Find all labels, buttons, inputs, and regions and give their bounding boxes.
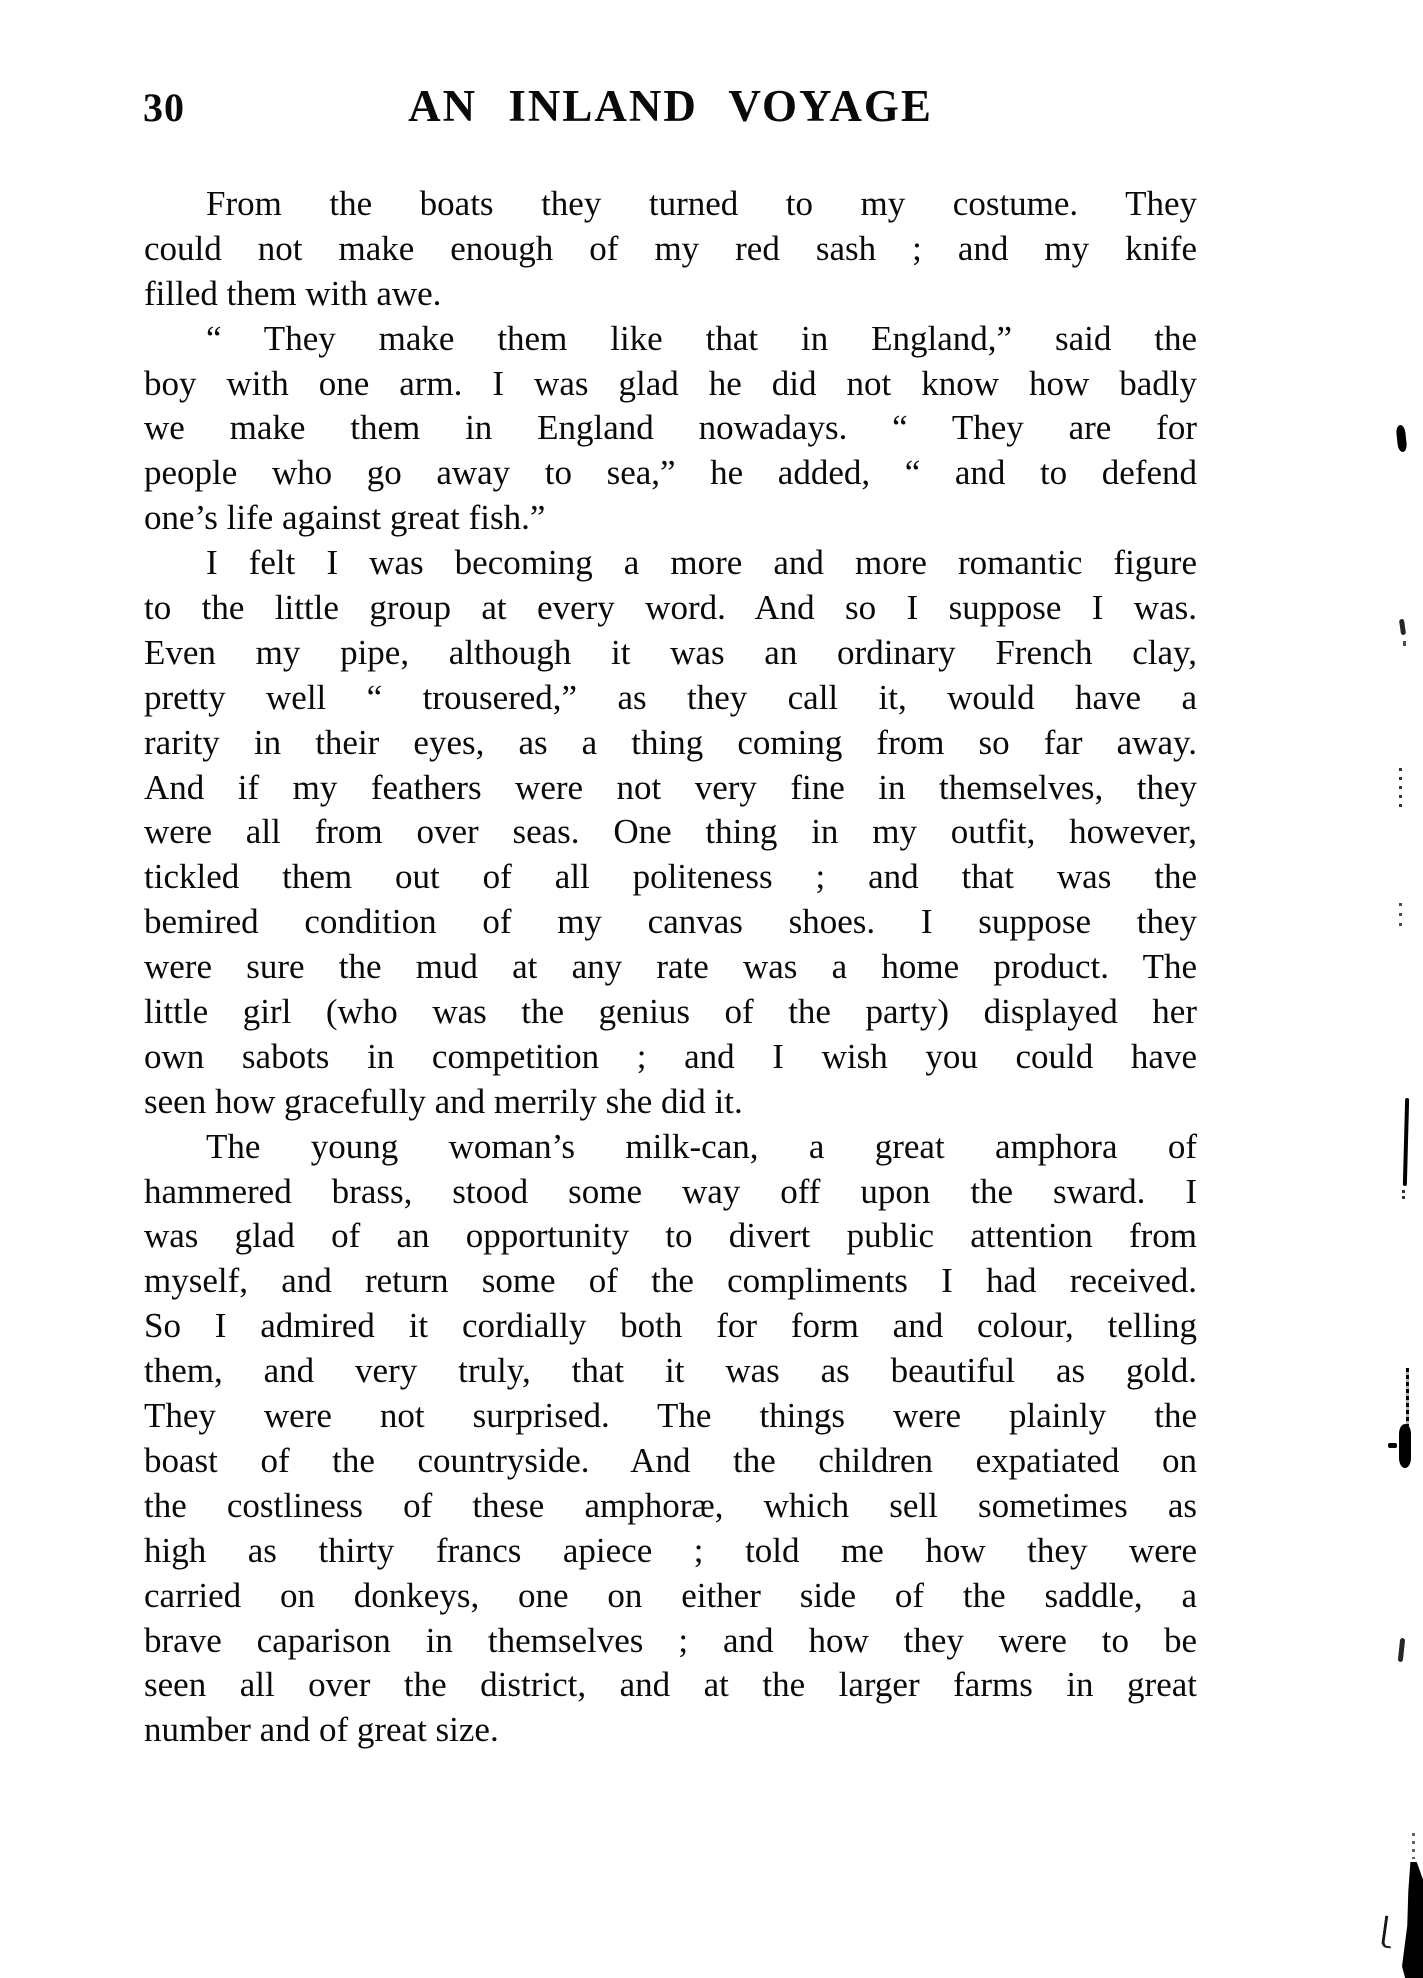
text-line-p3-8: tickled them out of all politeness ; and that was the: [144, 857, 1197, 897]
page-number: 30: [143, 85, 185, 130]
running-title: AN INLAND VOYAGE: [408, 81, 933, 131]
text-line-p3-6: And if my feathers were not very fine in themselves, they: [144, 767, 1197, 807]
text-line-p3-3: Even my pipe, although it was an ordinary French clay,: [144, 632, 1197, 672]
text-line-p3-7: were all from over seas. One thing in my outfit, however,: [144, 812, 1197, 852]
text-line-p3-10: were sure the mud at any rate was a home product. The: [144, 947, 1197, 987]
text-line-p4-14: number and of great size.: [144, 1710, 499, 1750]
ink-curl-7: [1398, 1638, 1405, 1662]
text-line-p3-2: to the little group at every word. And so I suppose I was.: [144, 588, 1197, 628]
text-line-p2-1: “ They make them like that in England,” said the: [206, 318, 1197, 358]
ink-blot-6: [1399, 1424, 1411, 1468]
text-line-p1-3: filled them with awe.: [144, 273, 442, 313]
ink-stroke-5-dots: [1402, 1190, 1405, 1200]
ink-mark-1: [1396, 425, 1408, 453]
text-line-p4-2: hammered brass, stood some way off upon the sward. I: [144, 1171, 1197, 1211]
text-line-p4-1: The young woman’s milk-can, a great amphora of: [206, 1126, 1197, 1166]
text-line-p1-1: From the boats they turned to my costume. They: [206, 184, 1197, 223]
text-line-p4-3: was glad of an opportunity to divert public attention from: [144, 1216, 1197, 1256]
text-line-p2-3: we make them in England nowadays. “ They are for: [144, 408, 1197, 448]
ink-dots-4: [1399, 903, 1402, 929]
ink-blot-6-dash: [1388, 1443, 1397, 1448]
page-corner-ink-squiggle: [1381, 1915, 1395, 1948]
ink-stroke-5: [1403, 1098, 1409, 1186]
text-line-p4-11: carried on donkeys, one on either side of the saddle, a: [144, 1575, 1197, 1615]
text-line-p4-5: So I admired it cordially both for form and colour, telling: [144, 1306, 1197, 1346]
ink-mark-2-dot: [1403, 641, 1406, 646]
text-line-p4-6: them, and very truly, that it was as beautiful as gold.: [144, 1351, 1197, 1391]
text-line-p4-10: high as thirty francs apiece ; told me how they were: [144, 1530, 1197, 1570]
text-line-p3-5: rarity in their eyes, as a thing coming from so far away.: [144, 722, 1197, 762]
text-line-p4-7: They were not surprised. The things were plainly the: [144, 1396, 1197, 1436]
text-line-p4-9: the costliness of these amphoræ, which sell sometimes as: [144, 1485, 1197, 1525]
text-line-p4-4: myself, and return some of the compliments I had received.: [144, 1261, 1197, 1301]
text-line-p3-4: pretty well “ trousered,” as they call it, would have a: [144, 677, 1197, 717]
body-text: [144, 182, 1197, 1753]
text-line-p2-4: people who go away to sea,” he added, “ and to defend: [144, 453, 1197, 493]
ink-dots-3: [1399, 768, 1402, 810]
text-line-p3-11: little girl (who was the genius of the party) displayed her: [144, 992, 1197, 1032]
text-line-p3-13: seen how gracefully and merrily she did it.: [144, 1081, 743, 1121]
text-line-p4-8: boast of the countryside. And the children expatiated on: [144, 1440, 1197, 1480]
text-line-p3-9: bemired condition of my canvas shoes. I suppose they: [144, 902, 1197, 942]
ink-mark-2: [1399, 619, 1406, 636]
text-line-p4-12: brave caparison in themselves ; and how they were to be: [144, 1620, 1197, 1660]
page-corner-ink-dots: [1412, 1833, 1415, 1859]
page-corner-ink-blob: [1402, 1862, 1423, 1978]
ink-blot-6-squiggle: [1406, 1368, 1409, 1426]
text-line-p4-13: seen all over the district, and at the larger farms in great: [144, 1665, 1197, 1705]
text-line-p1-2: could not make enough of my red sash ; and my knife: [144, 228, 1197, 268]
text-line-p3-1: I felt I was becoming a more and more romantic figure: [206, 543, 1197, 583]
text-line-p2-2: boy with one arm. I was glad he did not know how badly: [144, 363, 1197, 403]
text-line-p2-5: one’s life against great fish.”: [144, 498, 546, 538]
text-line-p3-12: own sabots in competition ; and I wish you could have: [144, 1036, 1197, 1076]
